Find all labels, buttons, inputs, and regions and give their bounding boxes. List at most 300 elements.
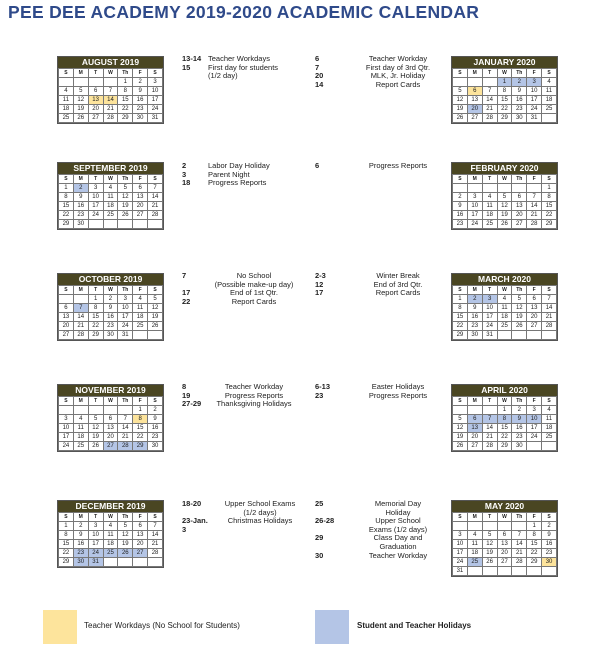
calendar-day: 29	[497, 442, 512, 451]
event-text: (Possible make-up day)	[214, 279, 294, 289]
calendar-day: 16	[103, 313, 118, 322]
weekday-header: F	[133, 69, 148, 78]
calendar-day: 13	[497, 540, 512, 549]
event-date: 22	[182, 296, 191, 306]
calendar-day: 21	[148, 540, 163, 549]
weekday-header: S	[59, 69, 74, 78]
calendar-week-row	[59, 78, 163, 87]
calendar-day: 29	[59, 220, 74, 229]
calendar-day: 26	[73, 114, 88, 123]
calendar-day: 19	[512, 313, 527, 322]
calendar-day: 27	[103, 442, 118, 451]
calendar-week-row	[59, 202, 163, 211]
calendar-day	[133, 220, 148, 229]
calendar-day: 4	[133, 295, 148, 304]
calendar-day: 18	[59, 105, 74, 114]
calendar-week-row	[453, 406, 557, 415]
calendar-day: 4	[103, 522, 118, 531]
calendar-week-row	[453, 114, 557, 123]
calendar-day: 15	[497, 96, 512, 105]
calendar-day: 16	[73, 202, 88, 211]
calendar-day: 8	[59, 193, 74, 202]
calendar-day: 30	[73, 220, 88, 229]
calendar-day	[103, 220, 118, 229]
calendar-day	[482, 567, 497, 576]
calendar-day: 10	[59, 424, 74, 433]
calendar-day: 30	[467, 331, 482, 340]
calendar-day: 12	[453, 424, 468, 433]
legend-yellow-swatch	[43, 610, 77, 644]
event-date	[182, 72, 208, 81]
calendar-day: 21	[512, 549, 527, 558]
calendar-day: 28	[73, 331, 88, 340]
calendar-day	[497, 567, 512, 576]
calendar-day: 6	[497, 531, 512, 540]
calendar-day	[467, 78, 482, 87]
event-text: Parent Night	[208, 169, 250, 179]
calendar-day: 28	[148, 211, 163, 220]
calendar-month-title: MARCH 2020	[452, 274, 557, 285]
calendar-day: 3	[88, 522, 103, 531]
calendar-day: 26	[453, 442, 468, 451]
calendar-day: 3	[527, 406, 542, 415]
calendar-day: 11	[467, 540, 482, 549]
calendar-day: 28	[542, 322, 557, 331]
calendar-day	[497, 522, 512, 531]
calendar-may	[451, 500, 558, 577]
calendar-day: 24	[148, 105, 163, 114]
calendar-day: 9	[512, 415, 527, 424]
event-date: 13-14	[182, 54, 202, 63]
calendar-day: 23	[512, 105, 527, 114]
calendar-day: 3	[467, 193, 482, 202]
calendar-day: 19	[88, 433, 103, 442]
calendar-day: 14	[73, 313, 88, 322]
calendar-day: 23	[453, 220, 468, 229]
event-item	[182, 179, 300, 188]
calendar-day: 23	[73, 211, 88, 220]
calendar-day: 11	[542, 87, 557, 96]
calendar-day: 22	[453, 322, 468, 331]
calendar-day: 3	[148, 78, 163, 87]
calendar-day: 20	[133, 540, 148, 549]
calendar-day: 12	[453, 96, 468, 105]
event-text: Exams (1/2 days)	[368, 524, 428, 534]
calendar-day: 28	[512, 558, 527, 567]
calendar-day: 13	[88, 96, 103, 105]
event-text: Labor Day Holiday	[208, 161, 270, 170]
event-text: Teacher Workday	[368, 550, 428, 560]
calendar-day: 4	[497, 295, 512, 304]
calendar-month-title: SEPTEMBER 2019	[58, 163, 163, 174]
calendar-day: 4	[467, 531, 482, 540]
calendar-day: 14	[512, 540, 527, 549]
events-aug	[182, 55, 300, 81]
calendar-day: 19	[453, 433, 468, 442]
calendar-day	[482, 522, 497, 531]
calendar-day: 29	[527, 558, 542, 567]
calendar-day: 14	[482, 96, 497, 105]
calendar-day: 25	[542, 105, 557, 114]
weekday-header: W	[497, 286, 512, 295]
calendar-day: 16	[542, 540, 557, 549]
calendar-day	[482, 184, 497, 193]
weekday-header: Th	[512, 513, 527, 522]
weekday-header: W	[497, 175, 512, 184]
calendar-day: 12	[73, 96, 88, 105]
calendar-day: 29	[59, 558, 74, 567]
calendar-week-row	[59, 96, 163, 105]
calendar-day: 10	[527, 415, 542, 424]
calendar-day: 24	[527, 105, 542, 114]
weekday-header: S	[453, 397, 468, 406]
weekday-header: W	[103, 513, 118, 522]
calendar-day	[512, 184, 527, 193]
calendar-day: 18	[103, 540, 118, 549]
calendar-week-row	[59, 220, 163, 229]
calendar-day: 18	[467, 549, 482, 558]
calendar-day: 15	[497, 424, 512, 433]
calendar-day: 10	[88, 193, 103, 202]
calendar-day: 1	[527, 522, 542, 531]
weekday-header: Th	[118, 69, 133, 78]
calendar-day: 24	[118, 322, 133, 331]
calendar-day: 16	[133, 96, 148, 105]
event-date: 30	[315, 550, 324, 560]
calendar-day: 24	[527, 433, 542, 442]
event-date: 6-13	[315, 382, 331, 391]
calendar-day: 9	[512, 87, 527, 96]
calendar-week-row	[59, 295, 163, 304]
calendar-day: 27	[133, 549, 148, 558]
calendar-grid	[58, 396, 163, 451]
weekday-header: S	[59, 175, 74, 184]
calendar-day: 22	[59, 549, 74, 558]
calendar-month-title: FEBRUARY 2020	[452, 163, 557, 174]
calendar-day	[88, 406, 103, 415]
calendar-day: 26	[497, 220, 512, 229]
calendar-day: 5	[497, 193, 512, 202]
calendar-week-row	[453, 558, 557, 567]
weekday-header: T	[482, 397, 497, 406]
weekday-header: S	[59, 513, 74, 522]
weekday-header: T	[88, 69, 103, 78]
event-item	[182, 298, 300, 307]
calendar-day: 14	[103, 96, 118, 105]
calendar-month-title: NOVEMBER 2019	[58, 385, 163, 396]
calendar-week-row	[453, 304, 557, 313]
weekday-header: S	[542, 397, 557, 406]
calendar-day: 5	[88, 415, 103, 424]
calendar-day: 12	[118, 531, 133, 540]
events-jan	[315, 55, 443, 89]
calendar-day: 23	[148, 433, 163, 442]
calendar-day: 24	[88, 549, 103, 558]
calendar-day: 27	[467, 442, 482, 451]
weekday-header: S	[148, 69, 163, 78]
calendar-grid	[58, 68, 163, 123]
calendar-week-row	[59, 322, 163, 331]
calendar-nov	[57, 384, 164, 452]
calendar-day: 25	[73, 442, 88, 451]
calendar-day: 2	[73, 184, 88, 193]
calendar-week-row	[453, 415, 557, 424]
calendar-week-row	[453, 313, 557, 322]
calendar-day	[453, 522, 468, 531]
calendar-day: 14	[482, 424, 497, 433]
calendar-day: 24	[467, 220, 482, 229]
calendar-day: 2	[512, 78, 527, 87]
calendar-day: 28	[482, 442, 497, 451]
weekday-header: W	[103, 397, 118, 406]
legend-blue-swatch	[315, 610, 349, 644]
event-text: Report Cards	[375, 79, 421, 89]
calendar-day	[482, 406, 497, 415]
calendar-day: 21	[482, 105, 497, 114]
calendar-day	[148, 331, 163, 340]
calendar-grid	[452, 512, 557, 576]
calendar-day: 15	[542, 202, 557, 211]
calendar-week-row	[59, 415, 163, 424]
calendar-month-title: MAY 2020	[452, 501, 557, 512]
calendar-week-row	[59, 433, 163, 442]
weekday-header: M	[467, 69, 482, 78]
weekday-header: S	[542, 175, 557, 184]
calendar-day	[59, 406, 74, 415]
calendar-day: 17	[88, 540, 103, 549]
calendar-week-row	[453, 531, 557, 540]
calendar-day	[467, 406, 482, 415]
calendar-day: 10	[88, 531, 103, 540]
calendar-month-title: AUGUST 2019	[58, 57, 163, 68]
legend-yellow-label: Teacher Workdays (No School for Students)	[84, 621, 240, 630]
weekday-header: W	[497, 397, 512, 406]
calendar-day: 9	[542, 531, 557, 540]
calendar-grid	[452, 174, 557, 229]
legend-blue-label: Student and Teacher Holidays	[357, 621, 472, 630]
calendar-day: 8	[497, 87, 512, 96]
calendar-day	[88, 78, 103, 87]
event-date: 3	[182, 169, 187, 179]
calendar-day: 27	[512, 220, 527, 229]
calendar-day: 15	[453, 313, 468, 322]
weekday-header: T	[88, 397, 103, 406]
calendar-day: 15	[527, 540, 542, 549]
calendar-day: 20	[133, 202, 148, 211]
calendar-day: 9	[133, 87, 148, 96]
calendar-week-row	[453, 211, 557, 220]
event-date: 18	[182, 178, 191, 188]
calendar-day: 1	[59, 184, 74, 193]
calendar-week-row	[453, 424, 557, 433]
calendar-day: 18	[542, 424, 557, 433]
weekday-header: W	[497, 513, 512, 522]
calendar-day: 12	[148, 304, 163, 313]
calendar-day	[59, 295, 74, 304]
weekday-header: F	[527, 69, 542, 78]
calendar-day: 25	[59, 114, 74, 123]
calendar-day	[133, 331, 148, 340]
events-nov	[182, 383, 300, 409]
calendar-day: 29	[542, 220, 557, 229]
calendar-day: 15	[59, 540, 74, 549]
calendar-week-row	[59, 193, 163, 202]
calendar-day: 27	[497, 558, 512, 567]
calendar-day: 23	[467, 322, 482, 331]
calendar-day	[527, 184, 542, 193]
calendar-day	[73, 295, 88, 304]
events-sep	[182, 162, 300, 188]
calendar-mar	[451, 273, 558, 341]
calendar-day: 13	[527, 304, 542, 313]
calendar-day: 27	[59, 331, 74, 340]
calendar-day: 23	[73, 549, 88, 558]
calendar-day: 9	[148, 415, 163, 424]
calendar-day: 29	[88, 331, 103, 340]
calendar-oct	[57, 273, 164, 341]
calendar-day: 6	[512, 193, 527, 202]
calendar-week-row	[59, 184, 163, 193]
weekday-header: F	[527, 397, 542, 406]
calendar-month-title: APRIL 2020	[452, 385, 557, 396]
calendar-day	[118, 220, 133, 229]
calendar-day: 17	[118, 313, 133, 322]
calendar-day: 7	[148, 522, 163, 531]
event-date: 2	[182, 161, 187, 170]
calendar-day: 3	[527, 78, 542, 87]
calendar-day	[497, 331, 512, 340]
events-dec	[182, 500, 306, 534]
calendar-day: 3	[453, 531, 468, 540]
calendar-week-row	[59, 331, 163, 340]
calendar-day: 29	[453, 331, 468, 340]
weekday-header: T	[88, 286, 103, 295]
calendar-week-row	[453, 193, 557, 202]
calendar-day: 7	[482, 415, 497, 424]
calendar-day	[73, 406, 88, 415]
calendar-day	[88, 220, 103, 229]
calendar-day: 22	[497, 105, 512, 114]
calendar-day: 22	[59, 211, 74, 220]
weekday-header: S	[148, 513, 163, 522]
calendar-month-title: JANUARY 2020	[452, 57, 557, 68]
calendar-day: 12	[118, 193, 133, 202]
calendar-day: 8	[88, 304, 103, 313]
calendar-day: 30	[542, 558, 557, 567]
calendar-day: 4	[482, 193, 497, 202]
calendar-day: 11	[542, 415, 557, 424]
calendar-grid	[452, 68, 557, 123]
calendar-day: 19	[453, 105, 468, 114]
weekday-header: S	[542, 513, 557, 522]
calendar-sep	[57, 162, 164, 230]
calendar-day: 21	[118, 433, 133, 442]
calendar-day: 11	[73, 424, 88, 433]
event-item	[315, 392, 443, 401]
calendar-day: 8	[453, 304, 468, 313]
event-date: 29	[315, 533, 324, 543]
calendar-day: 19	[482, 549, 497, 558]
calendar-day: 7	[542, 295, 557, 304]
event-date: 23-Jan. 3	[182, 516, 208, 534]
calendar-day: 4	[103, 184, 118, 193]
event-item	[182, 64, 300, 73]
calendar-day: 28	[103, 114, 118, 123]
event-text: (1/2 day)	[208, 71, 238, 81]
calendar-week-row	[453, 567, 557, 576]
calendar-day: 20	[59, 322, 74, 331]
event-date: 18-20	[182, 499, 202, 508]
calendar-day	[73, 78, 88, 87]
calendar-week-row	[59, 313, 163, 322]
calendar-day: 27	[467, 114, 482, 123]
calendar-day: 1	[542, 184, 557, 193]
calendar-week-row	[59, 540, 163, 549]
calendar-apr	[451, 384, 558, 452]
calendar-day: 26	[118, 549, 133, 558]
calendar-day: 5	[118, 522, 133, 531]
calendar-day: 14	[148, 193, 163, 202]
calendar-day: 17	[59, 433, 74, 442]
calendar-day: 6	[133, 522, 148, 531]
calendar-day: 1	[59, 522, 74, 531]
calendar-day: 30	[512, 114, 527, 123]
calendar-day: 30	[512, 442, 527, 451]
event-text: Memorial Day	[374, 499, 422, 508]
calendar-week-row	[59, 558, 163, 567]
calendar-day: 7	[527, 193, 542, 202]
calendar-day: 27	[133, 211, 148, 220]
calendar-week-row	[453, 78, 557, 87]
calendar-day: 21	[542, 313, 557, 322]
calendar-day: 6	[103, 415, 118, 424]
events-apr	[315, 383, 443, 400]
event-item	[315, 289, 443, 298]
weekday-header: S	[542, 69, 557, 78]
calendar-day: 12	[88, 424, 103, 433]
calendar-day	[118, 558, 133, 567]
weekday-header: Th	[118, 175, 133, 184]
event-date: 17	[315, 288, 324, 298]
calendar-day	[453, 406, 468, 415]
calendar-day: 7	[148, 184, 163, 193]
calendar-day: 17	[482, 313, 497, 322]
event-item	[182, 72, 300, 81]
calendar-day: 18	[73, 433, 88, 442]
calendar-day: 28	[148, 549, 163, 558]
calendar-day: 15	[118, 96, 133, 105]
calendar-day: 19	[148, 313, 163, 322]
calendar-day: 13	[133, 193, 148, 202]
event-text: Easter Holidays	[371, 382, 425, 391]
calendar-day: 11	[482, 202, 497, 211]
calendar-day: 29	[497, 114, 512, 123]
event-text: Upper School	[375, 516, 421, 526]
calendar-aug	[57, 56, 164, 124]
calendar-day: 23	[133, 105, 148, 114]
calendar-day: 10	[453, 540, 468, 549]
weekday-header: M	[467, 175, 482, 184]
calendar-day: 6	[467, 415, 482, 424]
event-text: No School	[236, 271, 272, 280]
event-date: 8	[182, 382, 187, 391]
calendar-day: 15	[59, 202, 74, 211]
calendar-day	[467, 522, 482, 531]
calendar-grid	[452, 396, 557, 451]
event-text: Holiday	[385, 507, 411, 517]
calendar-dec	[57, 500, 164, 568]
calendar-day: 18	[482, 211, 497, 220]
